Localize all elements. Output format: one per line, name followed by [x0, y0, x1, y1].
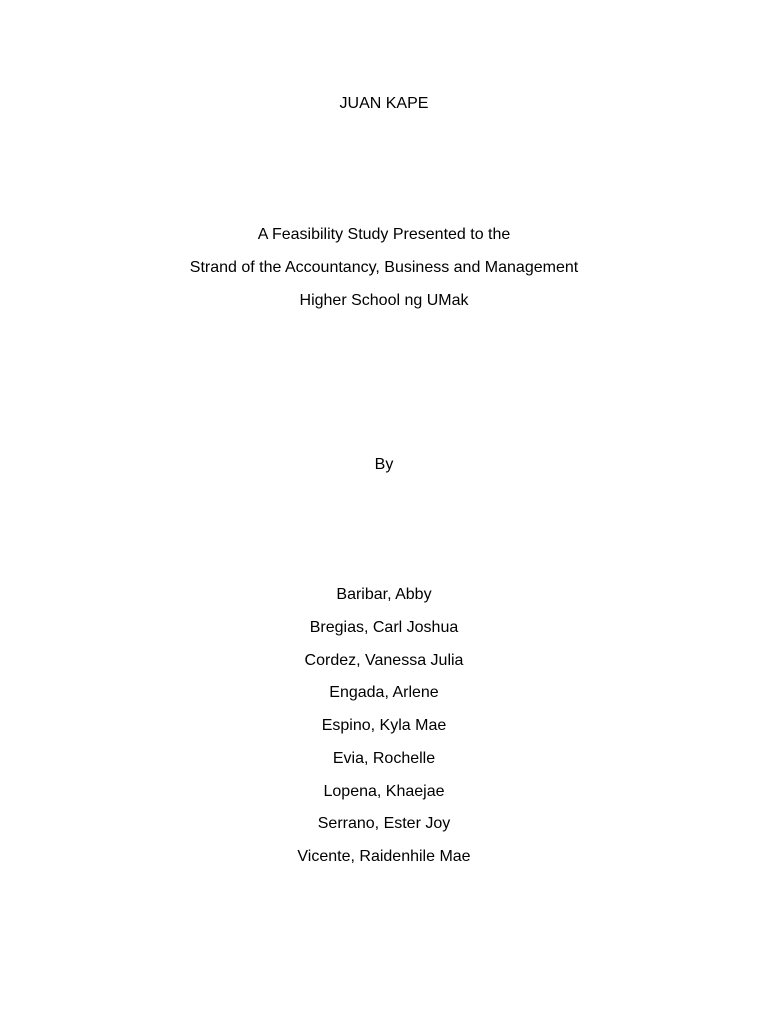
author-name: Cordez, Vanessa Julia: [304, 651, 464, 669]
author-name: Engada, Arlene: [329, 684, 439, 702]
by-label: By: [374, 456, 394, 473]
author-name: Vicente, Raidenhile Mae: [297, 848, 471, 865]
subtitle-line: A Feasibility Study Presented to the: [257, 226, 511, 243]
document-title: JUAN KAPE: [339, 95, 429, 112]
author-name: Bregias, Carl Joshua: [309, 618, 459, 636]
author-list: [0, 585, 768, 880]
author-name: Baribar, Abby: [336, 586, 432, 603]
subtitle-line: Higher School ng UMak: [299, 292, 469, 309]
author-name: Lopena, Khaejae: [323, 782, 445, 800]
subtitle-line: Strand of the Accountancy, Business and Management: [189, 259, 579, 276]
author-name: Evia, Rochelle: [332, 749, 436, 767]
author-name: Espino, Kyla Mae: [321, 717, 447, 734]
author-name: Serrano, Ester Joy: [317, 815, 451, 833]
